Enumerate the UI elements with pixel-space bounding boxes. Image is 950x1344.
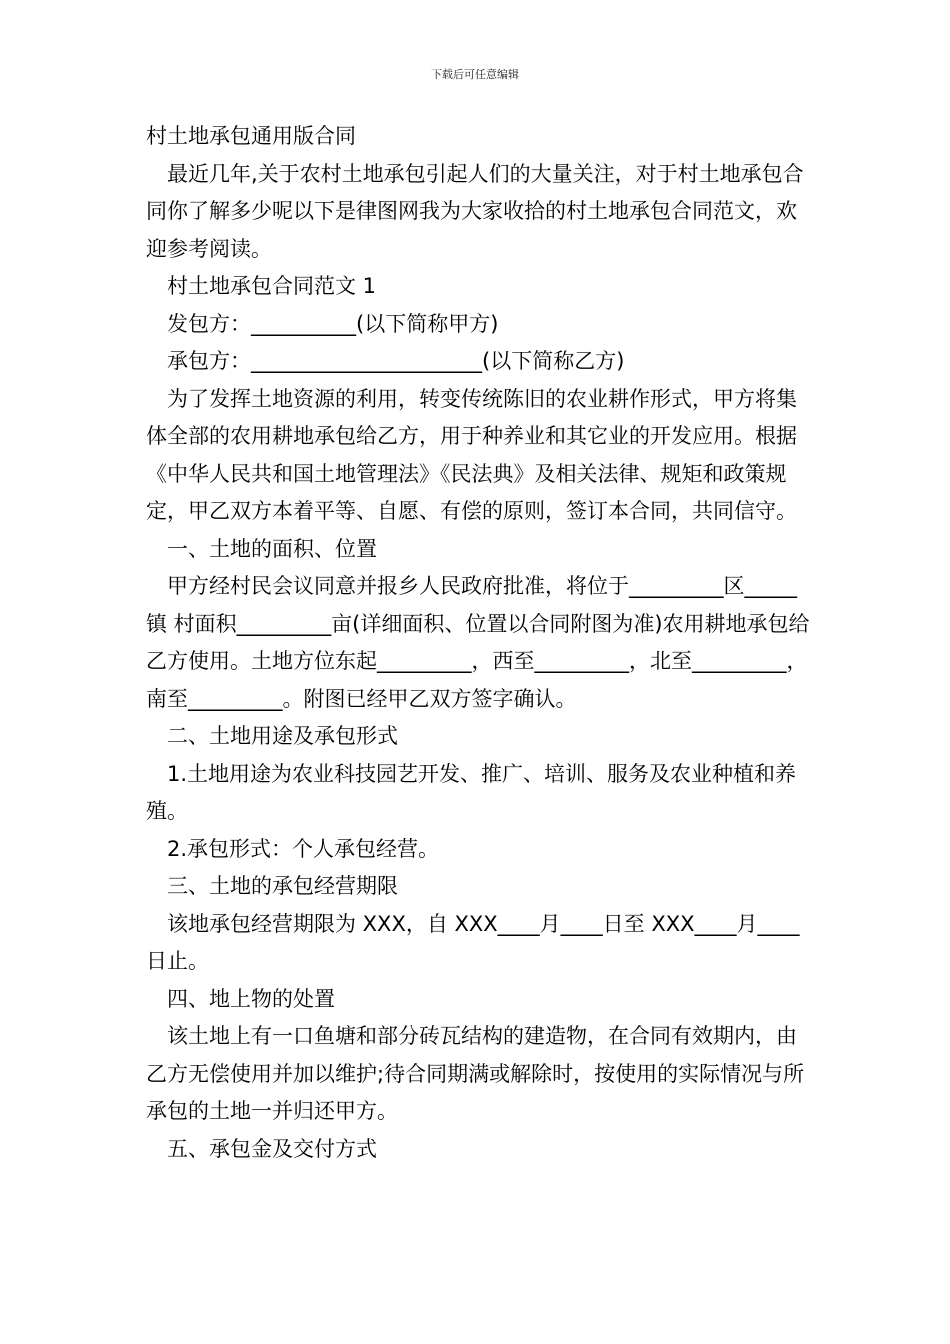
purpose-paragraph: 为了发挥土地资源的利用，转变传统陈旧的农业耕作形式，甲方将集体全部的农用耕地承包给乙方，用于种养业和其它业的开发应用。根据《中华人民共和国土地管理法》《民法典》及相关法律、规矩和政策规定，甲乙双方本着平等、自愿、有偿的原则，签订本合同，共同信守。 [146,386,797,523]
document-body [146,118,810,1168]
section-heading-1: 一、土地的面积、位置 [167,536,377,561]
section-1-paragraph: 甲方经村民会议同意并报乡人民政府批准，将位于_________区_____镇 村面积_________亩(详细面积、位置以合同附图为准)农用耕地承包给乙方使用。土地方位东起_________，西至_________，北至_________，南至_________。附图已经甲乙双方签字确认。 [146,574,810,711]
document-title: 村土地承包通用版合同 [146,124,356,148]
section-heading-4: 四、地上物的处置 [167,986,335,1011]
section-heading-sample: 村土地承包合同范文 1 [167,274,377,298]
section-4-paragraph: 该土地上有一口鱼塘和部分砖瓦结构的建造物，在合同有效期内，由乙方无偿使用并加以维护;待合同期满或解除时，按使用的实际情况与所承包的土地一并归还甲方。 [146,1024,805,1123]
section-heading-5: 五、承包金及交付方式 [167,1136,377,1161]
section-3-paragraph: 该地承包经营期限为 XXX，自 XXX____月____日至 XXX____月____日止。 [146,911,800,973]
section-2-item-1: 1.土地用途为农业科技园艺开发、推广、培训、服务及农业种植和养殖。 [146,761,797,823]
party-b-line: 承包方：______________________(以下简称乙方) [167,349,625,373]
party-a-line: 发包方：__________(以下简称甲方) [167,311,499,336]
header-note: 下载后可任意编辑 [431,68,519,81]
section-heading-3: 三、土地的承包经营期限 [167,874,398,898]
section-2-item-2: 2.承包形式：个人承包经营。 [167,836,440,861]
section-heading-2: 二、土地用途及承包形式 [167,724,398,748]
intro-paragraph: 最近几年,关于农村土地承包引起人们的大量关注，对于村土地承包合同你了解多少呢以下是律图网我为大家收拾的村土地承包合同范文，欢迎参考阅读。 [146,161,804,261]
